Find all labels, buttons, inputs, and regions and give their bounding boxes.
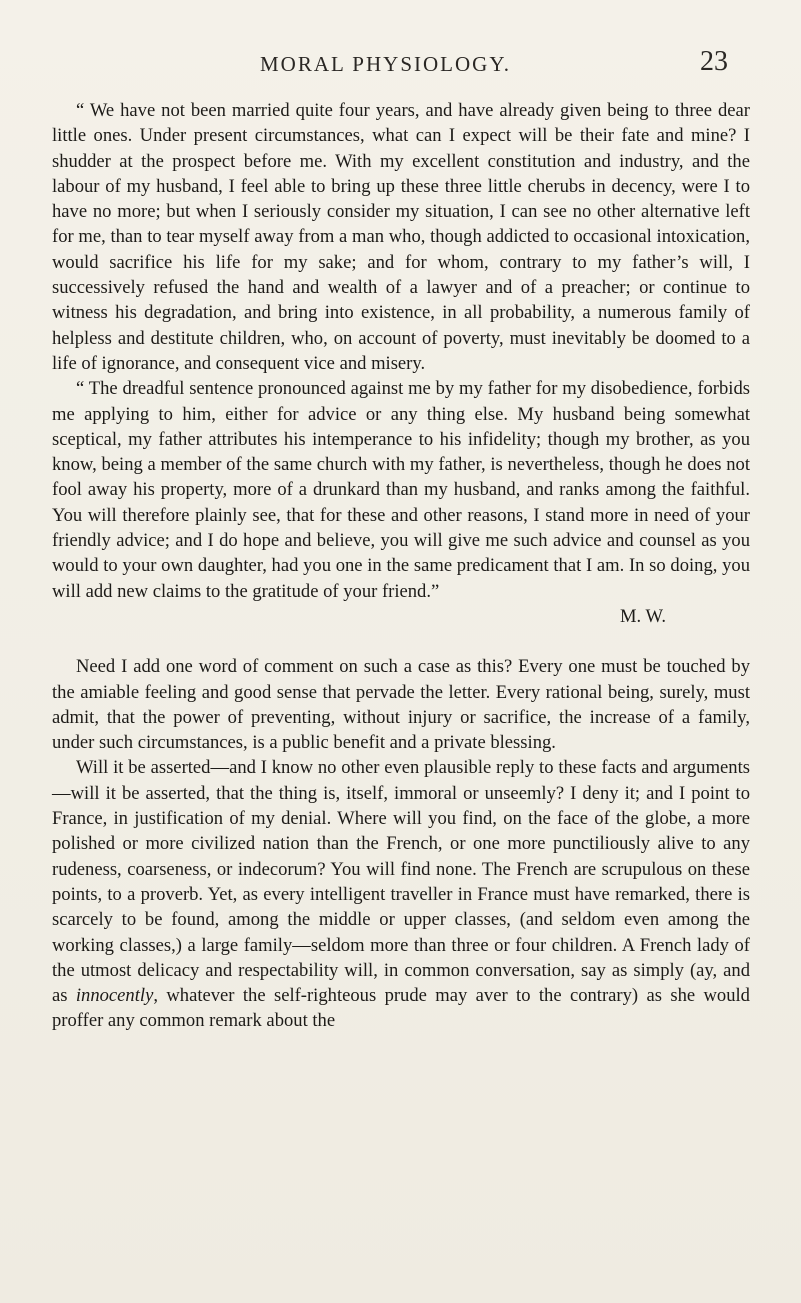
page-number: 23 xyxy=(700,46,728,77)
commentary-text: Will it be asserted—and I know no other even plausible reply to these facts and arguments—will it be asserted, that the thing is, itself, immoral or unseemly? I deny it; and I point to France, in justification of my denial. Where will you find, on the face of the globe, a more polished or more civilized nation than the French, or one more punctiliously alive to any rudeness, coarseness, or indecorum? You will find none. The French are scrupulous on these points, to a proverb. Yet, as every intelligent traveller in France must have remarked, there is scarcely to be found, among the middle or upper classes, (and seldom even among the working classes,) a large family—seldom more than three or four children. A French lady of the utmost delicacy and respectability will, in common conversation, say as simply (ay, and as xyxy=(52,757,750,1007)
running-title: MORAL PHYSIOLOGY. xyxy=(260,52,512,76)
letter-paragraph-2: “ The dreadful sentence pronounced against me by my father for my disobedience, forbids me applying to him, either for advice or any thing else. My husband being somewhat sceptical, my father attributes his intemperance to his infidelity; though my brother, as you know, being a member of the same church with my father, is nevertheless, though he does not fool away his property, more of a drunkard than my husband, and ranks among the faithful. You will therefore plainly see, that for these and other reasons, I stand more in need of your friendly advice; and I do hope and believe, you will give me such advice and counsel as you would to your own daughter, had you one in the same predicament that I am. In so doing, you will add new claims to the gratitude of your friend.” xyxy=(52,378,750,602)
emphasis-innocently: innocently xyxy=(75,985,154,1007)
paragraph-gap xyxy=(52,629,750,654)
letter-signature: M. W. xyxy=(620,605,666,627)
commentary-paragraph-2 xyxy=(52,755,750,1033)
commentary-text-end: , whatever the self-righteous prude may aver to the contrary) as she would proffer any common remark about the xyxy=(52,985,750,1032)
page-body xyxy=(52,98,750,1034)
letter-paragraph-1: “ We have not been married quite four years, and have already given being to three dear little ones. Under present circumstances, what can I expect will be their fate and mine? I shudder at the prospect before me. With my excellent constitution and industry, and the labour of my husband, I feel able to bring up these three little cherubs in decency, were I to have no more; but when I seriously consider my situation, I can see no other alternative left for me, than to tear myself away from a man who, though addicted to occasional intoxication, would sacrifice his life for my sake; and for whom, contrary to my father’s will, I successively refused the hand and wealth of a lawyer and of a preacher; or continue to witness his degradation, and bring into existence, in all probability, a numerous family of helpless and destitute children, who, on account of poverty, must inevitably be doomed to a life of ignorance, and consequent vice and misery. xyxy=(52,100,750,374)
commentary-paragraph-1: Need I add one word of comment on such a case as this? Every one must be touched by the amiable feeling and good sense that pervade the letter. Every rational being, surely, must admit, that the power of preventing, without injury or sacrifice, the increase of a family, under such circumstances, is a public benefit and a private blessing. xyxy=(52,656,750,754)
